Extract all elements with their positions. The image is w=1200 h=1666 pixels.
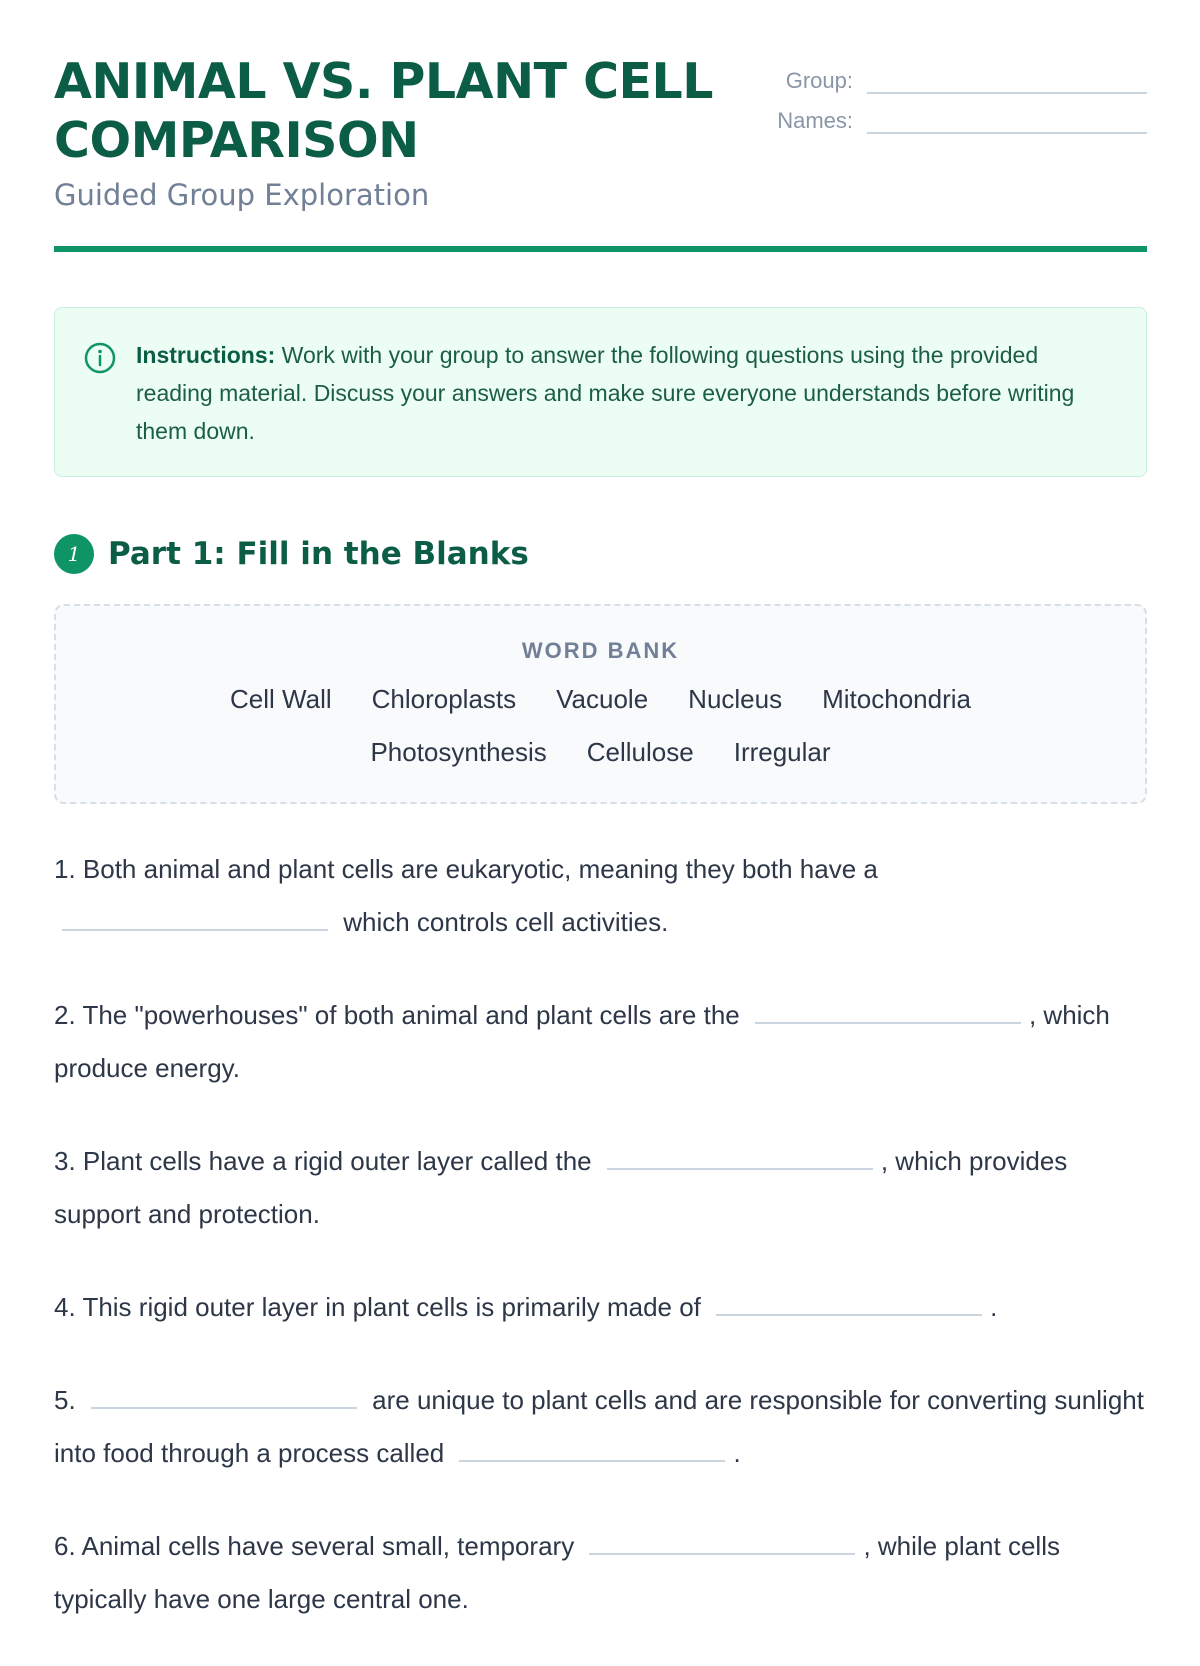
question-3 (54, 1135, 1147, 1241)
instructions-text: Work with your group to answer the following questions using the provided reading material. Discuss your answers and make sure everyone understands before writing them down. (136, 342, 1075, 444)
worksheet-page (54, 0, 1147, 1614)
info-icon (83, 341, 117, 375)
answer-blank[interactable] (91, 1407, 357, 1409)
answer-blank[interactable] (589, 1553, 855, 1555)
question-list (54, 843, 1147, 1666)
word-bank-term: Vacuole (556, 684, 649, 714)
question-5 (54, 1374, 1147, 1480)
group-field-row (714, 56, 1147, 96)
question-text: 6. Animal cells have several small, temporary (54, 1531, 582, 1561)
answer-blank[interactable] (755, 1022, 1021, 1024)
worksheet-header (54, 0, 1147, 255)
question-6 (54, 1520, 1147, 1626)
question-2 (54, 989, 1147, 1095)
part1-number-badge: 1 (54, 534, 94, 574)
question-text: 4. This rigid outer layer in plant cells is primarily made of (54, 1292, 709, 1322)
word-bank-term: Photosynthesis (370, 737, 547, 767)
word-bank-term: Mitochondria (822, 684, 971, 714)
question-text: , which produce energy. (54, 1000, 1110, 1083)
question-1 (54, 843, 1147, 949)
question-text: 3. Plant cells have a rigid outer layer called the (54, 1146, 599, 1176)
word-bank-title: WORD BANK (521, 638, 680, 663)
word-bank-term: Irregular (733, 737, 831, 767)
word-bank (54, 604, 1147, 804)
header-divider (54, 246, 1147, 252)
names-input-line[interactable] (867, 102, 1147, 134)
page-subtitle: Guided Group Exploration (54, 178, 430, 212)
names-label: Names: (777, 108, 853, 133)
answer-blank[interactable] (607, 1168, 873, 1170)
question-text: . (733, 1438, 741, 1468)
question-text: which controls cell activities. (336, 907, 669, 937)
word-bank-row-2 (56, 737, 1145, 768)
question-text: are unique to plant cells and are responsible for converting sunlight into food through a process called (54, 1385, 1144, 1468)
group-info-fields (714, 56, 1147, 136)
page-title: ANIMAL VS. PLANT CELL COMPARISON (54, 53, 713, 169)
word-bank-term: Chloroplasts (371, 684, 517, 714)
question-text: 1. Both animal and plant cells are eukaryotic, meaning they both have a (54, 854, 878, 884)
names-field-row (714, 96, 1147, 136)
word-bank-term: Cell Wall (230, 684, 332, 714)
word-bank-term: Cellulose (586, 737, 694, 767)
instructions-box (54, 307, 1147, 477)
word-bank-term: Nucleus (688, 684, 783, 714)
group-label: Group: (785, 68, 853, 93)
group-input-line[interactable] (867, 62, 1147, 94)
part1-title: Part 1: Fill in the Blanks (108, 536, 529, 572)
question-text: , which provides support and protection. (54, 1146, 1068, 1229)
answer-blank[interactable] (459, 1460, 725, 1462)
answer-blank[interactable] (62, 929, 328, 931)
question-text: . (990, 1292, 998, 1322)
question-4 (54, 1281, 1147, 1334)
question-text: 2. The "powerhouses" of both animal and plant cells are the (54, 1000, 747, 1030)
answer-blank[interactable] (716, 1314, 982, 1316)
part1-heading (54, 534, 529, 574)
instructions-lead: Instructions: (136, 342, 276, 368)
question-text: 5. (54, 1385, 83, 1415)
word-bank-row-1 (56, 684, 1145, 715)
question-text: , while plant cells typically have one large central one. (54, 1531, 1060, 1614)
